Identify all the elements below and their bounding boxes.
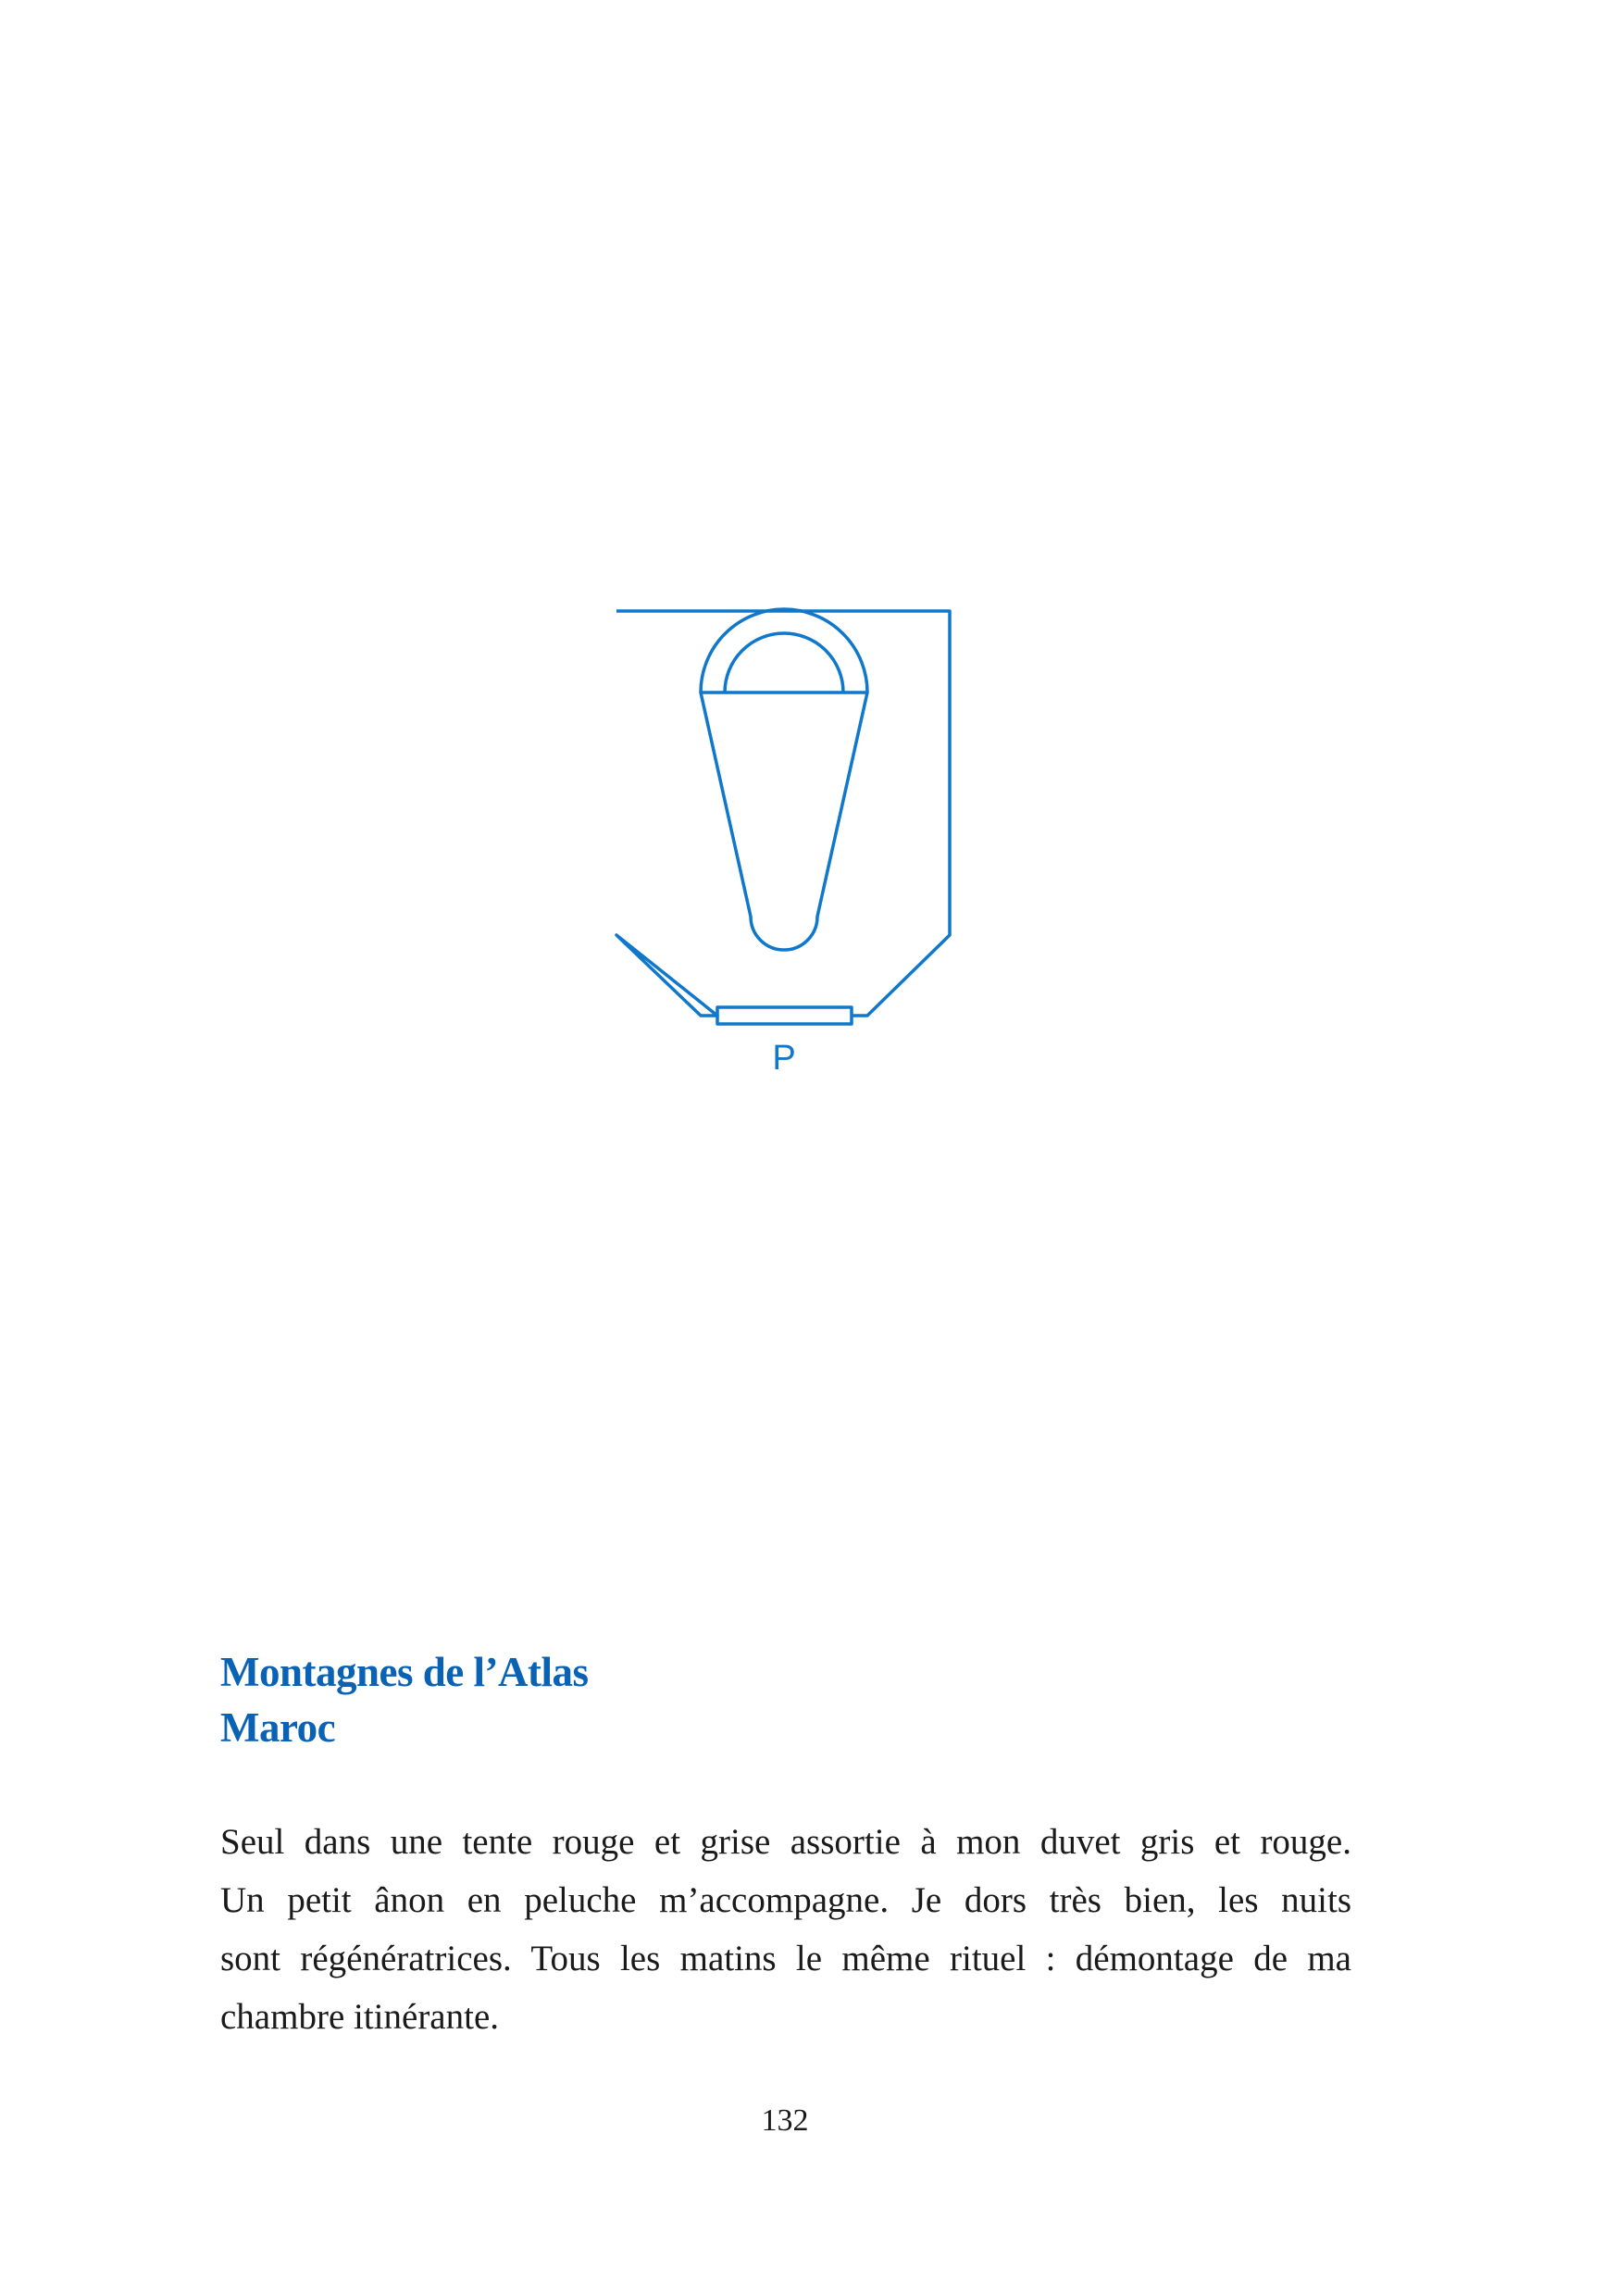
heading-place: Montagnes de l’Atlas — [220, 1649, 589, 1695]
door-label: P — [772, 1039, 796, 1078]
sleeping-bag — [701, 693, 867, 950]
tent-layout-diagram — [0, 0, 1618, 1111]
body-paragraph — [220, 1813, 1351, 2046]
head-semicircle-inner — [725, 633, 843, 693]
body-line: Un petit ânon en peluche m’accompagne. Je dors très bien, les nuits — [220, 1880, 1351, 1920]
body-line: Seul dans une tente rouge et grise assortie à mon duvet gris et rouge. — [220, 1822, 1351, 1862]
heading-country: Maroc — [220, 1704, 336, 1751]
location-heading — [220, 1644, 588, 1755]
body-line: chambre itinérante. — [220, 1997, 500, 2037]
body-line: sont régénératrices. Tous les matins le même rituel : démontage de ma — [220, 1939, 1351, 1978]
tent-door — [717, 1007, 852, 1024]
page-number: 132 — [761, 2103, 809, 2138]
tent-outline — [616, 611, 950, 1016]
